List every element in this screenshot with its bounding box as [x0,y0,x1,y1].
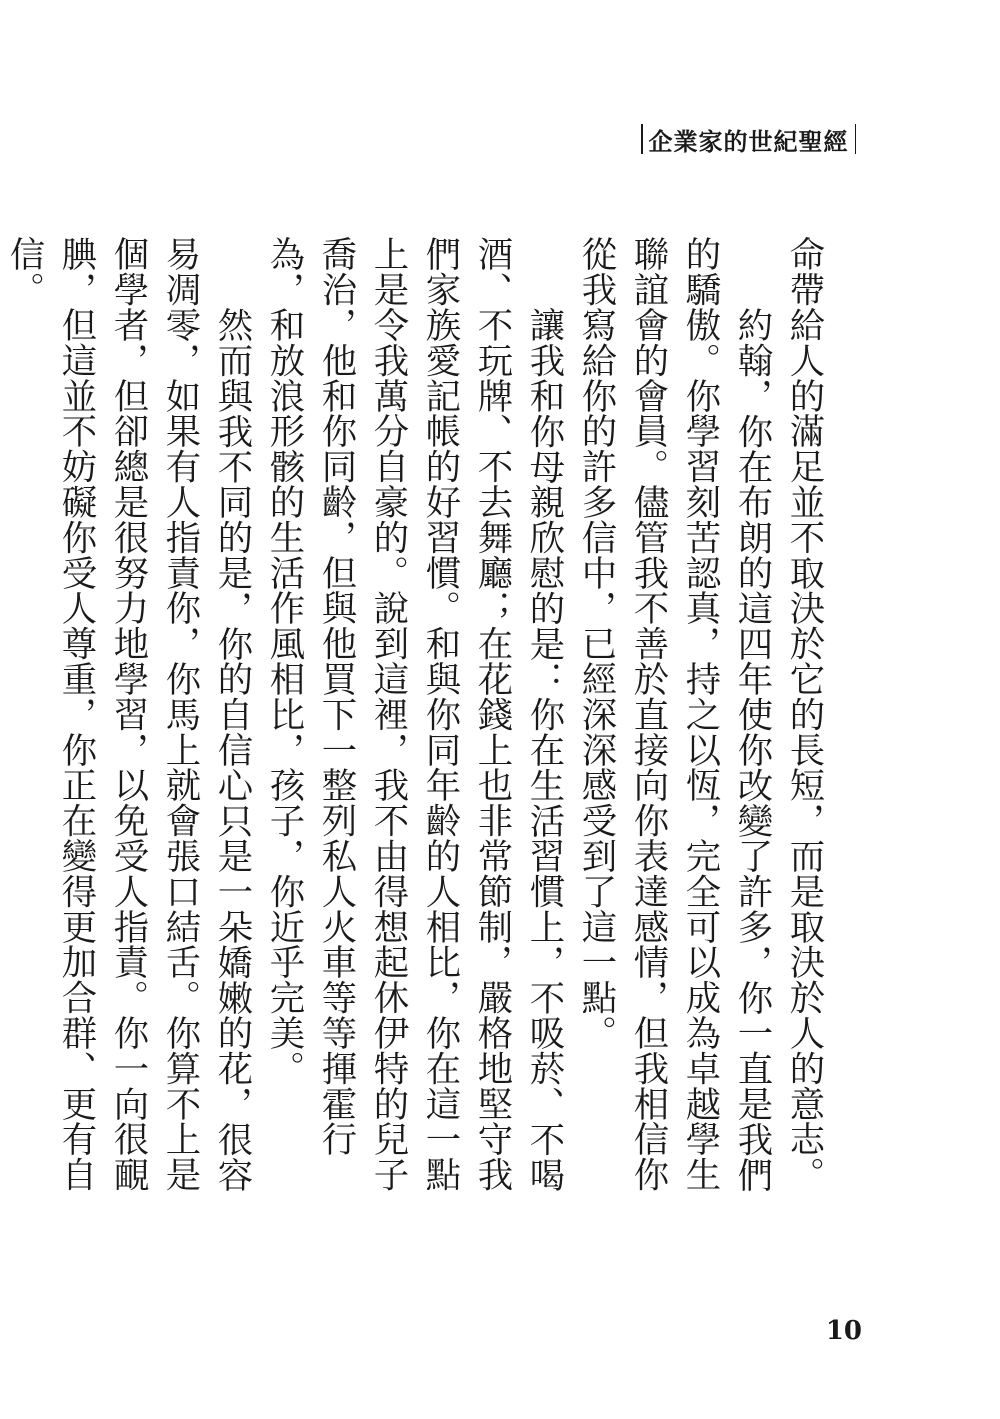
book-title: 企業家的世紀聖經 [648,126,849,156]
paragraph-1: 命帶給人的滿足並不取決於它的長短，而是取決於人的意志。 [784,236,825,1192]
body-text [0,236,830,1216]
paragraph-2: 約翰，你在布朗的這四年使你改變了許多，你一直是我們的驕傲。你學習刻苦認真，持之以恆，完全可以成為卓越學生聯誼會的會員。儘管我不善於直接向你表達感情，但我相信你從我寫給你的許多信中，已經深深感受到了這一點。 [576,236,773,1192]
header-left-rule [641,124,643,154]
running-header [635,124,862,154]
header-right-rule [855,124,857,154]
paragraph-4: 然而與我不同的是，你的自信心只是一朵嬌嫩的花，很容易凋零，如果有人指責你，你馬上就會張口結舌。你算不上是個學者，但卻總是很努力地學習，以免受人指責。你一向很靦腆，但這並不妨礙你受人尊重，你正在變得更加合群、更有自信。 [4,236,253,1192]
page-number: 10 [825,1316,862,1346]
paragraph-3: 讓我和你母親欣慰的是：你在生活習慣上，不吸菸、不喝酒、不玩牌、不去舞廳；在花錢上也非常節制，嚴格地堅守我們家族愛記帳的好習慣。和與你同年齡的人相比，你在這一點上是令我萬分自豪的。說到這裡，我不由得想起休伊特的兒子喬治，他和你同齡，但與他買下一整列私人火車等等揮霍行為，和放浪形骸的生活作風相比，孩子，你近乎完美。 [264,236,565,1192]
